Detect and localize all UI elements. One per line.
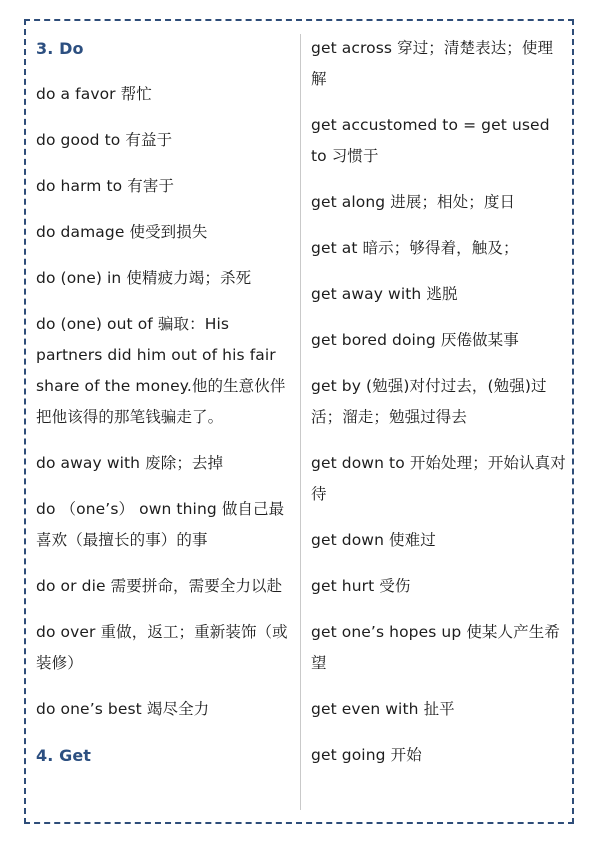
entry-do-away-with: do away with 废除；去掉 bbox=[36, 454, 224, 472]
entry-get-accustomed-to: get accustomed to = get used to 习惯于 bbox=[311, 116, 550, 165]
entry-do-over: do over 重做，返工；重新装饰（或装修） bbox=[36, 623, 288, 672]
entry-do-good-to: do good to 有益于 bbox=[36, 131, 173, 149]
entry-get-even-with: get even with 扯平 bbox=[311, 700, 455, 718]
section-heading-get: 4. Get bbox=[36, 746, 92, 765]
entry-do-ones-best: do one’s best 竭尽全力 bbox=[36, 700, 210, 718]
entry-do-one-out-of: do (one) out of 骗取：His partners did him out of his fair share of the money.他的生意伙伴把他该得的那笔钱骗走了。 bbox=[36, 315, 286, 426]
entry-get-at: get at 暗示；够得着，触及； bbox=[311, 239, 519, 257]
entry-get-by: get by (勉强)对付过去，(勉强)过活；溜走；勉强过得去 bbox=[311, 377, 547, 426]
entry-get-down: get down 使难过 bbox=[311, 531, 436, 549]
entry-do-harm-to: do harm to 有害于 bbox=[36, 177, 175, 195]
entry-do-or-die: do or die 需要拼命，需要全力以赴 bbox=[36, 577, 283, 595]
entry-get-down-to: get down to 开始处理；开始认真对待 bbox=[311, 454, 566, 503]
entry-do-a-favor: do a favor 帮忙 bbox=[36, 85, 152, 103]
entry-get-going: get going 开始 bbox=[311, 746, 422, 764]
entry-get-along: get along 进展；相处；度日 bbox=[311, 193, 516, 211]
column-divider bbox=[300, 34, 301, 810]
entry-get-hurt: get hurt 受伤 bbox=[311, 577, 411, 595]
entry-do-damage: do damage 使受到损失 bbox=[36, 223, 208, 241]
right-column bbox=[311, 33, 567, 786]
entry-get-ones-hopes-up: get one’s hopes up 使某人产生希望 bbox=[311, 623, 560, 672]
entry-get-across: get across 穿过；清楚表达；使理解 bbox=[311, 39, 554, 88]
entry-get-away-with: get away with 逃脱 bbox=[311, 285, 458, 303]
entry-do-own-thing: do （one’s） own thing 做自己最喜欢（最擅长的事）的事 bbox=[36, 500, 285, 549]
section-heading-do: 3. Do bbox=[36, 39, 84, 58]
left-column bbox=[36, 33, 292, 786]
entry-get-bored-doing: get bored doing 厌倦做某事 bbox=[311, 331, 519, 349]
entry-do-one-in: do (one) in 使精疲力竭；杀死 bbox=[36, 269, 252, 287]
